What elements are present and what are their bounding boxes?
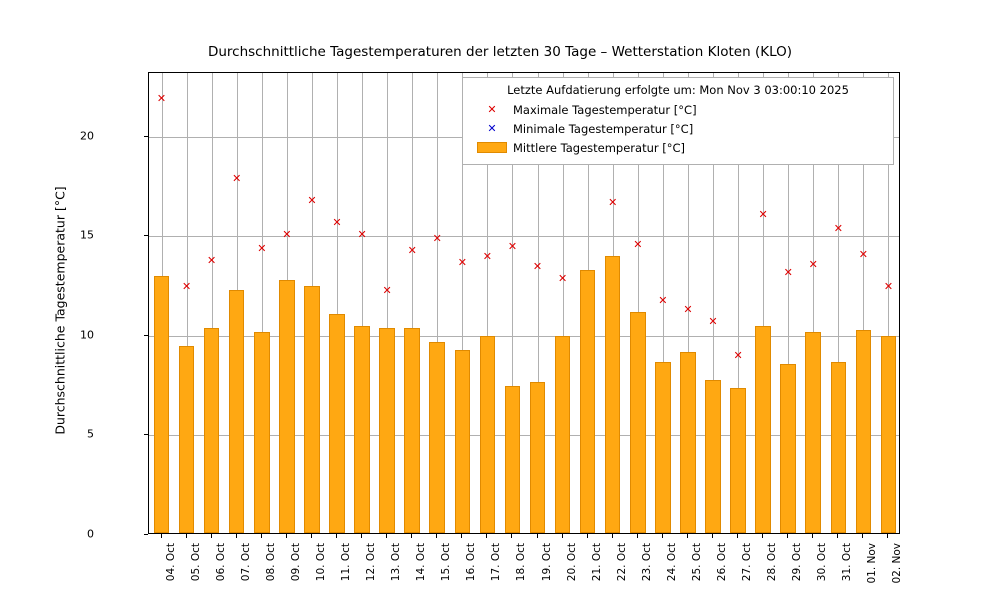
- max-temp-marker: ✕: [532, 259, 543, 273]
- bar-swatch-icon: [477, 142, 507, 153]
- x-tick-label: 02. Nov: [891, 543, 904, 584]
- x-tick-label: 15. Oct: [440, 543, 453, 582]
- max-temp-marker: ✕: [658, 293, 668, 307]
- bar: [329, 314, 345, 533]
- x-tick-mark: [511, 534, 512, 538]
- bar: [179, 346, 195, 533]
- max-temp-marker: ✕: [432, 231, 442, 245]
- max-temp-marker: ✕: [708, 315, 718, 329]
- max-temp-marker: ✕: [633, 237, 643, 251]
- x-tick-label: 29. Oct: [791, 543, 804, 582]
- max-temp-marker: ✕: [808, 257, 818, 271]
- x-tick-label: 24. Oct: [665, 543, 678, 582]
- x-tick-mark: [887, 534, 888, 538]
- max-temp-marker: ✕: [156, 92, 167, 106]
- x-tick-mark: [662, 534, 663, 538]
- bar: [555, 336, 571, 533]
- x-tick-label: 10. Oct: [314, 543, 327, 582]
- max-temp-marker: ✕: [758, 207, 768, 221]
- x-tick-mark: [361, 534, 362, 538]
- max-temp-marker: ✕: [332, 215, 342, 229]
- bar: [805, 332, 821, 533]
- x-tick-label: 14. Oct: [415, 543, 428, 582]
- x-tick-label: 20. Oct: [565, 543, 578, 582]
- x-marker-icon: ✕: [487, 122, 497, 135]
- x-tick-mark: [411, 534, 412, 538]
- bar: [204, 328, 220, 533]
- y-axis-label: Durchschnittliche Tagestemperatur [°C]: [52, 186, 68, 435]
- x-tick-mark: [236, 534, 237, 538]
- max-temp-marker: ✕: [457, 255, 467, 269]
- max-temp-marker: ✕: [282, 227, 292, 241]
- bar: [730, 388, 746, 533]
- x-tick-mark: [762, 534, 763, 538]
- x-tick-label: 12. Oct: [365, 543, 378, 582]
- bar: [505, 386, 521, 533]
- max-temp-marker: ✕: [507, 239, 518, 253]
- x-tick-label: 09. Oct: [289, 543, 302, 582]
- x-tick-mark: [587, 534, 588, 538]
- legend-item-mean: [471, 138, 885, 157]
- legend-item-min: [471, 119, 885, 138]
- x-tick-mark: [562, 534, 563, 538]
- chart-title: Durchschnittliche Tagestemperaturen der letzten 30 Tage – Wetterstation Kloten (KLO): [207, 44, 793, 60]
- x-tick-label: 23. Oct: [640, 543, 653, 582]
- bar: [379, 328, 395, 533]
- max-temp-marker: ✕: [557, 271, 568, 285]
- x-tick-mark: [687, 534, 688, 538]
- max-temp-marker: ✕: [883, 279, 894, 293]
- x-tick-mark: [862, 534, 863, 538]
- x-tick-mark: [436, 534, 437, 538]
- bar: [655, 362, 671, 533]
- x-marker-icon: ✕: [487, 103, 497, 116]
- bar: [755, 326, 771, 533]
- bar: [605, 256, 621, 533]
- y-tick-label: 20: [80, 129, 94, 143]
- x-tick-label: 19. Oct: [540, 543, 553, 582]
- x-tick-mark: [712, 534, 713, 538]
- bar: [455, 350, 471, 533]
- bar: [630, 312, 646, 533]
- x-tick-mark: [486, 534, 487, 538]
- x-tick-label: 13. Oct: [390, 543, 403, 582]
- x-tick-label: 05. Oct: [189, 543, 202, 582]
- y-tick-label: 15: [80, 228, 94, 242]
- bar: [705, 380, 721, 533]
- bar: [680, 352, 696, 533]
- max-temp-marker: ✕: [181, 279, 192, 293]
- x-tick-label: 27. Oct: [741, 543, 754, 582]
- max-temp-marker: ✕: [207, 253, 217, 267]
- x-tick-label: 30. Oct: [816, 543, 829, 582]
- max-temp-marker: ✕: [382, 283, 392, 297]
- x-tick-mark: [787, 534, 788, 538]
- max-temp-marker: ✕: [858, 247, 868, 261]
- x-tick-mark: [837, 534, 838, 538]
- max-temp-marker: ✕: [357, 227, 367, 241]
- x-tick-mark: [186, 534, 187, 538]
- x-tick-mark: [286, 534, 287, 538]
- x-tick-mark: [386, 534, 387, 538]
- chart-legend: [462, 77, 894, 165]
- bar: [856, 330, 872, 533]
- x-tick-label: 18. Oct: [515, 543, 528, 582]
- bar: [304, 286, 320, 533]
- max-temp-marker: ✕: [833, 221, 843, 235]
- x-tick-mark: [537, 534, 538, 538]
- legend-label-mean: Mittlere Tagestemperatur [°C]: [513, 140, 686, 155]
- y-tick-label: 5: [87, 427, 94, 441]
- x-tick-label: 01. Nov: [866, 543, 879, 584]
- max-temp-marker: ✕: [733, 349, 743, 363]
- x-tick-label: 04. Oct: [164, 543, 177, 582]
- max-temp-marker: ✕: [683, 303, 693, 317]
- x-tick-label: 06. Oct: [214, 543, 227, 582]
- bar: [580, 270, 596, 533]
- x-tick-mark: [211, 534, 212, 538]
- x-tick-label: 25. Oct: [690, 543, 703, 582]
- legend-label-max: Maximale Tagestemperatur [°C]: [513, 102, 697, 117]
- max-temp-marker: ✕: [608, 195, 618, 209]
- x-tick-label: 21. Oct: [590, 543, 603, 582]
- x-tick-label: 07. Oct: [239, 543, 252, 582]
- x-tick-mark: [637, 534, 638, 538]
- x-tick-label: 22. Oct: [615, 543, 628, 582]
- x-tick-label: 26. Oct: [716, 543, 728, 582]
- max-temp-marker: ✕: [257, 241, 267, 255]
- x-tick-label: 17. Oct: [490, 543, 503, 582]
- bar: [354, 326, 370, 533]
- x-tick-mark: [812, 534, 813, 538]
- max-temp-marker: ✕: [783, 265, 793, 279]
- bar: [480, 336, 496, 533]
- bar: [780, 364, 796, 533]
- legend-item-max: [471, 100, 885, 119]
- y-tick-label: 0: [87, 527, 94, 541]
- bar: [881, 336, 897, 533]
- bar: [831, 362, 847, 533]
- x-tick-mark: [311, 534, 312, 538]
- max-temp-marker: ✕: [307, 193, 317, 207]
- x-tick-mark: [161, 534, 162, 538]
- max-temp-marker: ✕: [482, 249, 492, 263]
- bar: [254, 332, 270, 533]
- bar: [429, 342, 445, 533]
- x-tick-label: 31. Oct: [841, 543, 854, 582]
- bar: [154, 276, 170, 533]
- legend-label-min: Minimale Tagestemperatur [°C]: [513, 121, 694, 136]
- bar: [404, 328, 420, 533]
- x-tick-mark: [336, 534, 337, 538]
- bar: [279, 280, 295, 533]
- y-tick-mark: [144, 534, 148, 535]
- max-temp-marker: ✕: [232, 172, 242, 186]
- x-tick-mark: [612, 534, 613, 538]
- y-tick-label: 10: [80, 328, 94, 342]
- x-tick-label: 08. Oct: [264, 543, 277, 582]
- legend-title: Letzte Aufdatierung erfolgte um: Mon Nov 3 03:00:10 2025: [507, 83, 849, 97]
- x-tick-mark: [261, 534, 262, 538]
- max-temp-marker: ✕: [407, 243, 417, 257]
- bar: [229, 290, 245, 533]
- x-tick-label: 16. Oct: [465, 543, 478, 582]
- x-tick-mark: [461, 534, 462, 538]
- bar: [530, 382, 546, 533]
- x-tick-mark: [737, 534, 738, 538]
- x-tick-label: 11. Oct: [340, 543, 352, 582]
- x-tick-label: 28. Oct: [766, 543, 779, 582]
